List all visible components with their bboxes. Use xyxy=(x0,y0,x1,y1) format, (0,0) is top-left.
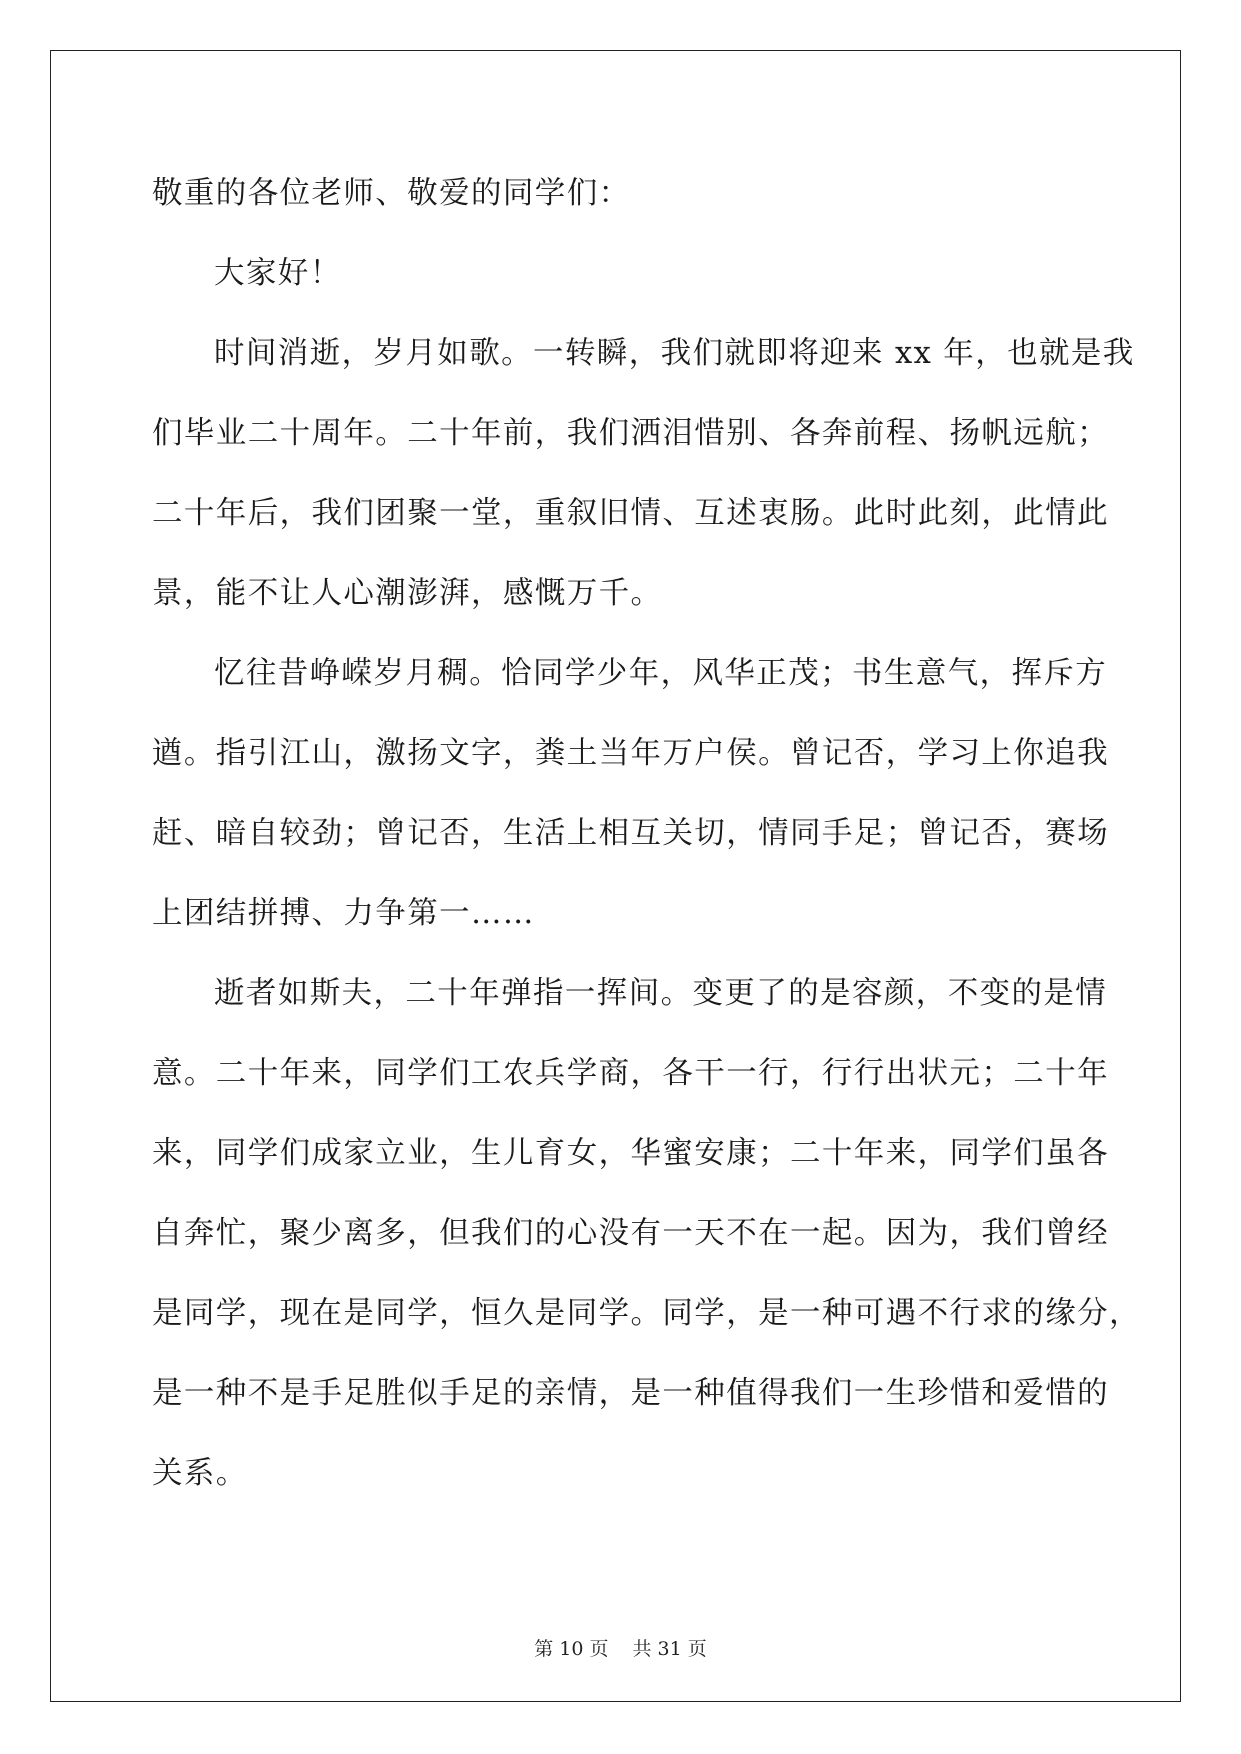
paragraph-line: 景，能不让人心潮澎湃，感慨万千。 xyxy=(152,576,663,611)
paragraph-line: 二十年后，我们团聚一堂，重叙旧情、互述衷肠。此时此刻，此情此 xyxy=(152,496,1109,531)
paragraph-line: 自奔忙，聚少离多，但我们的心没有一天不在一起。因为，我们曾经 xyxy=(152,1216,1109,1251)
paragraph-line: 们毕业二十周年。二十年前，我们洒泪惜别、各奔前程、扬帆远航； xyxy=(152,416,1109,451)
paragraph-line: 忆往昔峥嵘岁月稠。恰同学少年，风华正茂；书生意气，挥斥方 xyxy=(214,656,1108,691)
paragraph-line: 是一种不是手足胜似手足的亲情，是一种值得我们一生珍惜和爱惜的 xyxy=(152,1376,1109,1411)
paragraph-line: 关系。 xyxy=(152,1456,248,1491)
greeting-line: 大家好！ xyxy=(214,256,342,291)
paragraph-line: 来，同学们成家立业，生儿育女，华蜜安康；二十年来，同学们虽各 xyxy=(152,1136,1109,1171)
paragraph-line: 逝者如斯夫，二十年弹指一挥间。变更了的是容颜，不变的是情 xyxy=(214,976,1108,1011)
paragraph-line: 赶、暗自较劲；曾记否，生活上相互关切，情同手足；曾记否，赛场 xyxy=(152,816,1109,851)
total-page-count: 共 31 页 xyxy=(632,1638,707,1660)
paragraph-line: 上团结拼搏、力争第一…… xyxy=(152,896,535,931)
current-page-number: 第 10 页 xyxy=(534,1638,609,1660)
page-footer xyxy=(0,1634,1241,1661)
salutation-line: 敬重的各位老师、敬爱的同学们： xyxy=(152,176,631,211)
paragraph-line: 意。二十年来，同学们工农兵学商，各干一行，行行出状元；二十年 xyxy=(152,1056,1109,1091)
paragraph-line: 是同学，现在是同学，恒久是同学。同学，是一种可遇不行求的缘分， xyxy=(152,1296,1141,1331)
document-body xyxy=(152,164,1141,1524)
paragraph-line: 时间消逝，岁月如歌。一转瞬，我们就即将迎来 xx 年，也就是我 xyxy=(214,336,1135,371)
paragraph-line: 遒。指引江山，激扬文字，粪土当年万户侯。曾记否，学习上你追我 xyxy=(152,736,1109,771)
